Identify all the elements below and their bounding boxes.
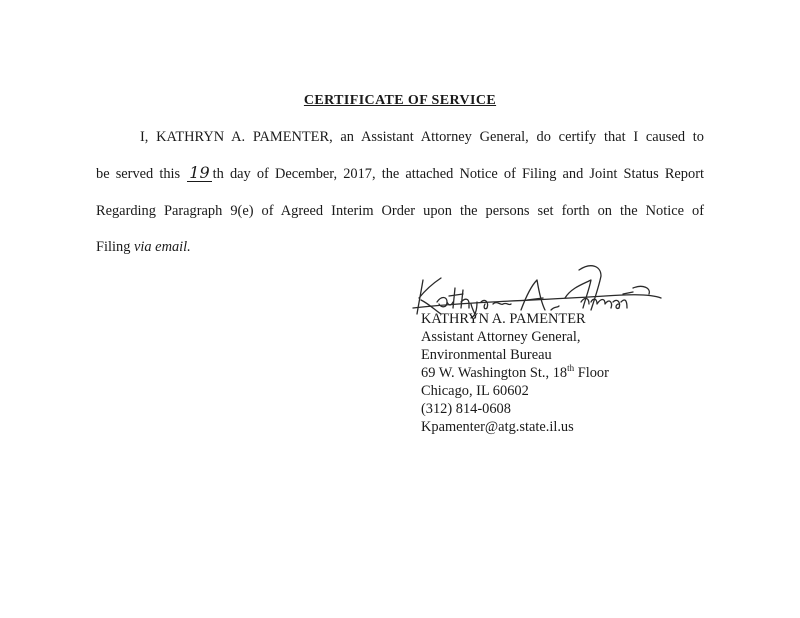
page-title: CERTIFICATE OF SERVICE bbox=[303, 93, 497, 108]
certification-line-4: Filing via email. bbox=[96, 239, 191, 255]
certification-line-2: be served this 19 th day of December, 2017, the attached Notice of Filing and Joint Status Report bbox=[96, 163, 704, 182]
signer-bureau: Environmental Bureau bbox=[421, 347, 552, 363]
signer-address: 69 W. Washington St., 18th Floor bbox=[421, 363, 609, 381]
signer-name: KATHRYN A. PAMENTER bbox=[421, 311, 586, 327]
certification-line-3: Regarding Paragraph 9(e) of Agreed Interim Order upon the persons set forth on the Notice of bbox=[96, 203, 704, 219]
signer-city: Chicago, IL 60602 bbox=[421, 383, 529, 399]
signer-title: Assistant Attorney General, bbox=[421, 329, 581, 345]
via-email-text: via email. bbox=[134, 239, 191, 255]
signer-email: Kpamenter@atg.state.il.us bbox=[421, 419, 574, 435]
signer-phone: (312) 814-0608 bbox=[421, 401, 511, 417]
handwritten-day: 19 bbox=[189, 163, 210, 182]
certification-line-1: I, KATHRYN A. PAMENTER, an Assistant Attorney General, do certify that I caused to bbox=[140, 129, 704, 145]
signature-block bbox=[421, 310, 609, 436]
